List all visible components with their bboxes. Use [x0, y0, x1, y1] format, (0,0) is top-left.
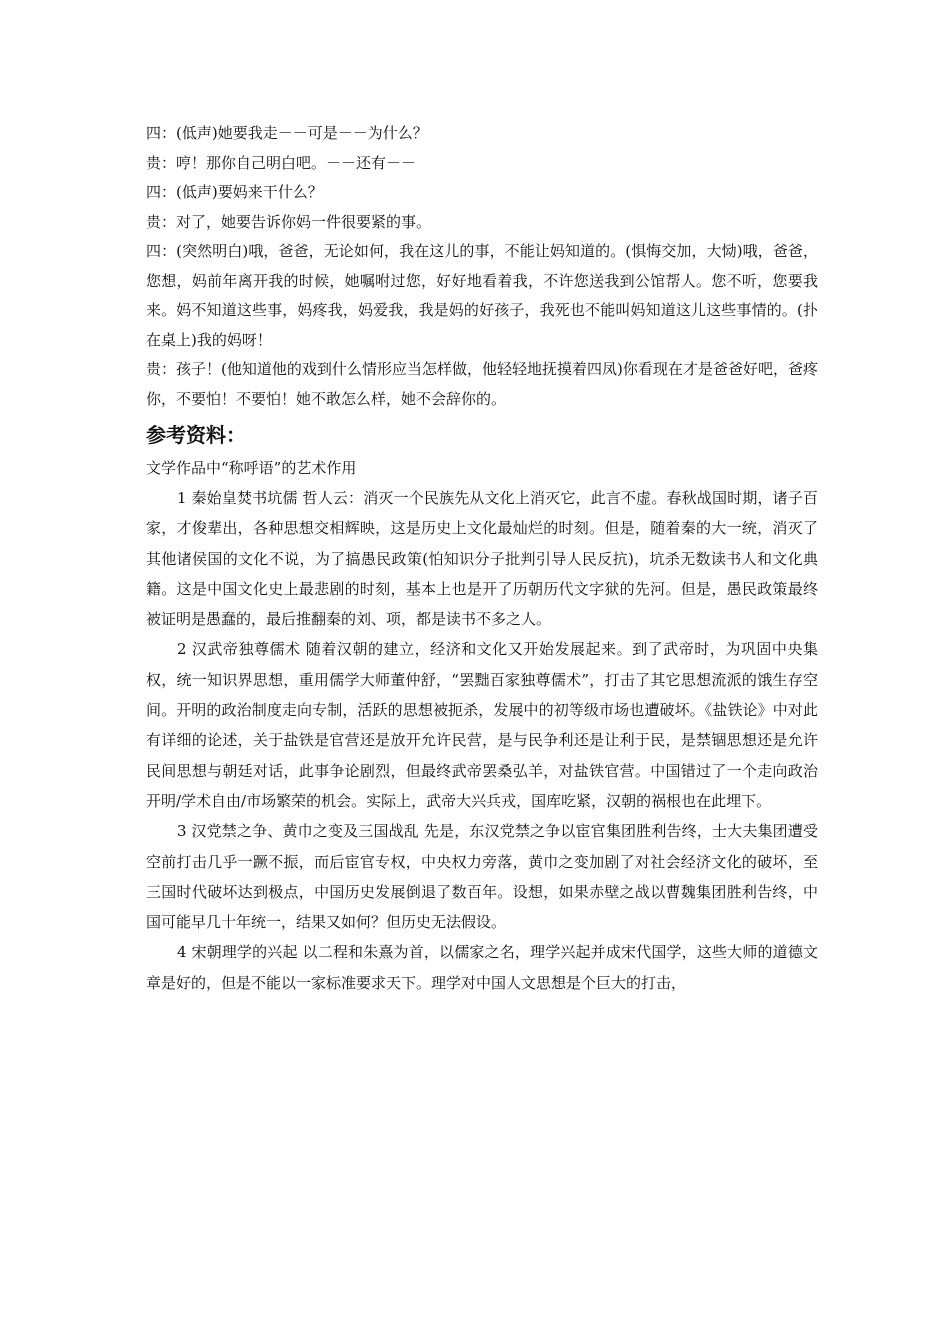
dialogue-line: 贵：哼！那你自己明白吧。－－还有－－: [146, 153, 417, 172]
dialogue-line: 四：(低声)她要我走－－可是－－为什么？: [146, 124, 428, 142]
reference-heading: 参考资料：: [146, 423, 246, 447]
reference-article: [146, 483, 818, 998]
reference-paragraph: 3 汉党禁之争、黄巾之变及三国战乱 先是，东汉党禁之争以宦官集团胜利告终，士大夫集团遭受空前打击几乎一蹶不振，而后宦官专权，中央权力旁落，黄巾之变加剧了对社会经济文化的破坏，至三国时代破坏达到极点，中国历史发展倒退了数百年。设想，如果赤壁之战以曹魏集团胜利告终，中国可能早几十年统一，结果又如何？但历史无法假设。: [146, 822, 818, 932]
reference-paragraph: 4 宋朝理学的兴起 以二程和朱熹为首，以儒家之名，理学兴起并成宋代国学，这些大师的道德文章是好的，但是不能以一家标准要求天下。理学对中国人文思想是个巨大的打击，: [146, 943, 818, 992]
dialogue-line: 四：(低声)要妈来干什么？: [146, 183, 323, 201]
script-dialogue: [146, 119, 818, 414]
dialogue-line: 贵：对了，她要告诉你妈一件很要紧的事。: [146, 212, 432, 231]
dialogue-line: 四：(突然明白)哦，爸爸，无论如何，我在这儿的事，不能让妈知道的。(惧悔交加，大恸)哦，爸爸，您想，妈前年离开我的时候，她嘱咐过您，好好地看着我，不许您送我到公馆帮人。您不听，您要我来。妈不知道这些事，妈疼我，妈爱我，我是妈的好孩子，我死也不能叫妈知道这儿这些事情的。(扑在桌上)我的妈呀！: [146, 242, 818, 349]
reference-paragraph: 2 汉武帝独尊儒术 随着汉朝的建立，经济和文化又开始发展起来。到了武帝时，为巩固中央集权，统一知识界思想，重用儒学大师董仲舒，“罢黜百家独尊儒术”，打击了其它思想流派的饿生存空间。开明的政治制度走向专制，活跃的思想被扼杀，发展中的初等级市场也遭破坏。《盐铁论》中对此有详细的论述，关于盐铁是官营还是放开允许民营，是与民争利还是让利于民，是禁锢思想还是允许民间思想与朝廷对话，此事争论剧烈，但最终武帝罢桑弘羊，对盐铁官营。中国错过了一个走向政治开明/学术自由/市场繁荣的机会。实际上，武帝大兴兵戎，国库吃紧，汉朝的祸根也在此埋下。: [146, 640, 818, 810]
document-page: [146, 119, 818, 998]
reference-subtitle: 文学作品中“称呼语”的艺术作用: [146, 459, 357, 477]
dialogue-line: 贵：孩子！(他知道他的戏到什么情形应当怎样做，他轻轻地抚摸着四凤)你看现在才是爸爸好吧，爸疼你，不要怕！不要怕！她不敢怎么样，她不会辞你的。: [146, 360, 818, 408]
reference-paragraph: 1 秦始皇焚书坑儒 哲人云：消灭一个民族先从文化上消灭它，此言不虚。春秋战国时期，诸子百家，才俊辈出，各种思想交相辉映，这是历史上文化最灿烂的时刻。但是，随着秦的大一统，消灭了其他诸侯国的文化不说，为了搞愚民政策(怕知识分子批判引导人民反抗)，坑杀无数读书人和文化典籍。这是中国文化史上最悲剧的时刻，基本上也是开了历朝历代文字狱的先河。但是，愚民政策最终被证明是愚蠢的，最后推翻秦的刘、项，都是读书不多之人。: [146, 489, 818, 629]
